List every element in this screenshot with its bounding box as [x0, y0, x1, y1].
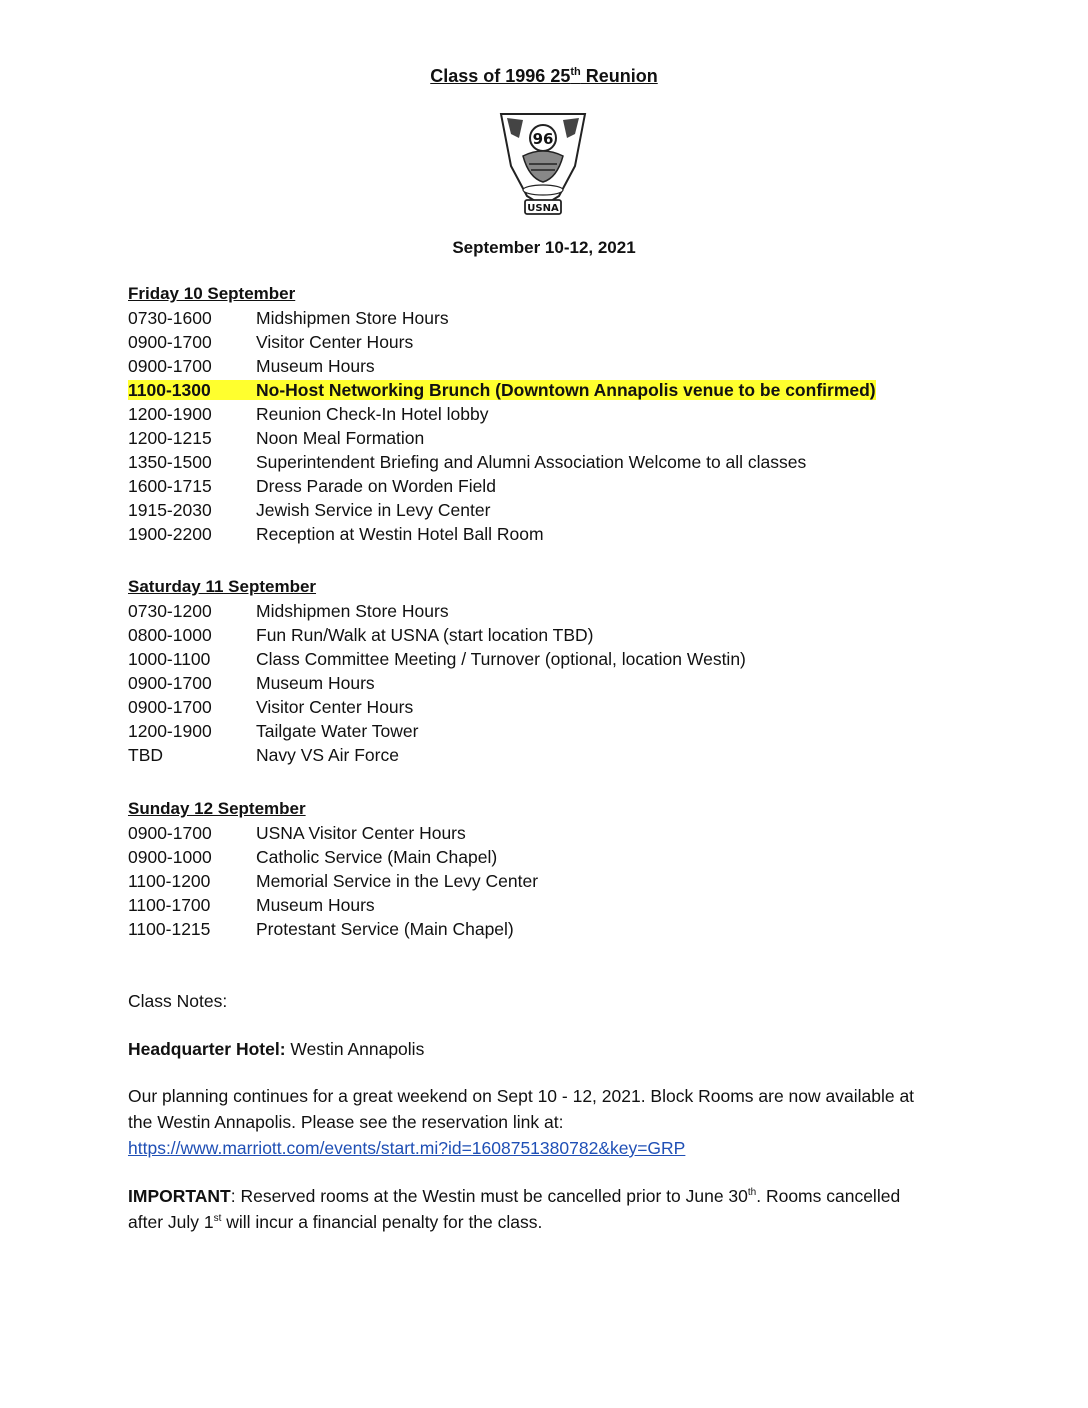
- title-superscript: th: [570, 66, 581, 78]
- hq-hotel-line: [128, 1036, 958, 1062]
- important-line-2: [128, 1209, 958, 1235]
- event-description: Midshipmen Store Hours: [256, 601, 449, 621]
- date-range: September 10-12, 2021: [452, 238, 636, 257]
- event-time: 1200-1900: [128, 721, 212, 741]
- day-heading: Saturday 11 September: [128, 577, 317, 596]
- title-text: Class of 1996 25: [430, 66, 571, 86]
- event-time: 0900-1000: [128, 847, 212, 867]
- event-description: Museum Hours: [256, 356, 375, 376]
- event-description: Jewish Service in Levy Center: [256, 500, 491, 520]
- event-time: 1100-1300: [128, 380, 211, 400]
- event-description: Memorial Service in the Levy Center: [256, 871, 539, 891]
- schedule-row: [128, 306, 948, 330]
- schedule-row: [128, 354, 948, 378]
- hq-hotel-block: [128, 1036, 958, 1062]
- event-time: 0800-1000: [128, 625, 212, 645]
- event-time: 1200-1900: [128, 404, 212, 424]
- schedule-row: [128, 893, 948, 917]
- event-description: Fun Run/Walk at USNA (start location TBD): [256, 625, 594, 645]
- schedule-row: [128, 845, 948, 869]
- schedule-row: [128, 522, 948, 546]
- event-time: TBD: [128, 745, 163, 765]
- page-title: [0, 66, 1088, 87]
- event-description: Museum Hours: [256, 895, 375, 915]
- event-time: 1200-1215: [128, 428, 212, 448]
- event-description: Superintendent Briefing and Alumni Association Welcome to all classes: [256, 452, 807, 472]
- planning-line-2: the Westin Annapolis. Please see the reservation link at:: [128, 1112, 564, 1132]
- schedule-row: [128, 498, 948, 522]
- important-text: . Rooms cancelled: [756, 1186, 901, 1206]
- event-time: 0730-1200: [128, 601, 212, 621]
- day-section-sunday: [128, 797, 948, 941]
- important-text: after July 1: [128, 1212, 214, 1232]
- event-description: Class Committee Meeting / Turnover (optional, location Westin): [256, 649, 746, 669]
- important-label: IMPORTANT: [128, 1186, 231, 1206]
- schedule-row: [128, 719, 948, 743]
- schedule-row: [128, 426, 948, 450]
- schedule-row: [128, 695, 948, 719]
- event-description: Navy VS Air Force: [256, 745, 399, 765]
- event-time: 1000-1100: [128, 649, 211, 669]
- event-time: 1100-1700: [128, 895, 211, 915]
- highlight-band: [128, 380, 876, 400]
- event-time: 0900-1700: [128, 356, 212, 376]
- event-time: 0900-1700: [128, 332, 212, 352]
- event-description: Visitor Center Hours: [256, 697, 414, 717]
- svg-text:96: 96: [532, 130, 554, 148]
- event-description: Midshipmen Store Hours: [256, 308, 449, 328]
- event-time: 1100-1200: [128, 871, 211, 891]
- important-text: : Reserved rooms at the Westin must be cancelled prior to June 30: [230, 1186, 748, 1206]
- day-heading: Friday 10 September: [128, 284, 296, 303]
- event-description: Reunion Check-In Hotel lobby: [256, 404, 489, 424]
- hq-hotel-value: Westin Annapolis: [285, 1039, 425, 1059]
- schedule-row: [128, 474, 948, 498]
- schedule-row: [128, 623, 948, 647]
- schedule-row: [128, 599, 948, 623]
- svg-text:USNA: USNA: [527, 203, 559, 214]
- title-text-end: Reunion: [580, 66, 658, 86]
- planning-paragraph: [128, 1083, 958, 1161]
- planning-line-1: Our planning continues for a great weekend on Sept 10 - 12, 2021. Block Rooms are now available at: [128, 1086, 915, 1106]
- event-time: 0900-1700: [128, 823, 212, 843]
- schedule-row-highlighted: [128, 378, 948, 402]
- event-time: 1100-1215: [128, 919, 211, 939]
- event-time: 1915-2030: [128, 500, 212, 520]
- schedule-row: [128, 330, 948, 354]
- hq-hotel-label: Headquarter Hotel:: [128, 1039, 286, 1059]
- schedule-row: [128, 671, 948, 695]
- event-description: Protestant Service (Main Chapel): [256, 919, 514, 939]
- class-notes-label-block: [128, 988, 958, 1014]
- schedule-row: [128, 743, 948, 767]
- event-description: Dress Parade on Worden Field: [256, 476, 496, 496]
- event-time: 1900-2200: [128, 524, 212, 544]
- schedule-row: [128, 917, 948, 941]
- event-description: Reception at Westin Hotel Ball Room: [256, 524, 544, 544]
- schedule-row: [128, 647, 948, 671]
- important-paragraph: [128, 1183, 958, 1235]
- event-description: USNA Visitor Center Hours: [256, 823, 466, 843]
- reservation-link[interactable]: https://www.marriott.com/events/start.mi?id=1608751380782&key=GRP: [128, 1138, 686, 1158]
- day-section-saturday: [128, 575, 948, 767]
- event-description: Museum Hours: [256, 673, 375, 693]
- important-text: will incur a financial penalty for the class.: [221, 1212, 543, 1232]
- event-time: 0900-1700: [128, 697, 212, 717]
- schedule-row: [128, 821, 948, 845]
- event-description: Tailgate Water Tower: [256, 721, 419, 741]
- event-time: 1350-1500: [128, 452, 212, 472]
- event-description: No-Host Networking Brunch (Downtown Annapolis venue to be confirmed): [256, 380, 876, 400]
- day-section-friday: [128, 282, 948, 546]
- event-description: Noon Meal Formation: [256, 428, 425, 448]
- event-description: Catholic Service (Main Chapel): [256, 847, 498, 867]
- event-description: Visitor Center Hours: [256, 332, 414, 352]
- important-line-1: [128, 1183, 958, 1209]
- event-time: 0900-1700: [128, 673, 212, 693]
- superscript: th: [747, 1187, 757, 1199]
- schedule-row: [128, 450, 948, 474]
- day-heading: Sunday 12 September: [128, 799, 306, 818]
- class-notes-label: Class Notes:: [128, 991, 228, 1011]
- event-time: 1600-1715: [128, 476, 212, 496]
- event-time: 0730-1600: [128, 308, 212, 328]
- class-crest-logo: [493, 108, 593, 218]
- schedule-row: [128, 402, 948, 426]
- schedule-row: [128, 869, 948, 893]
- superscript: st: [213, 1213, 222, 1225]
